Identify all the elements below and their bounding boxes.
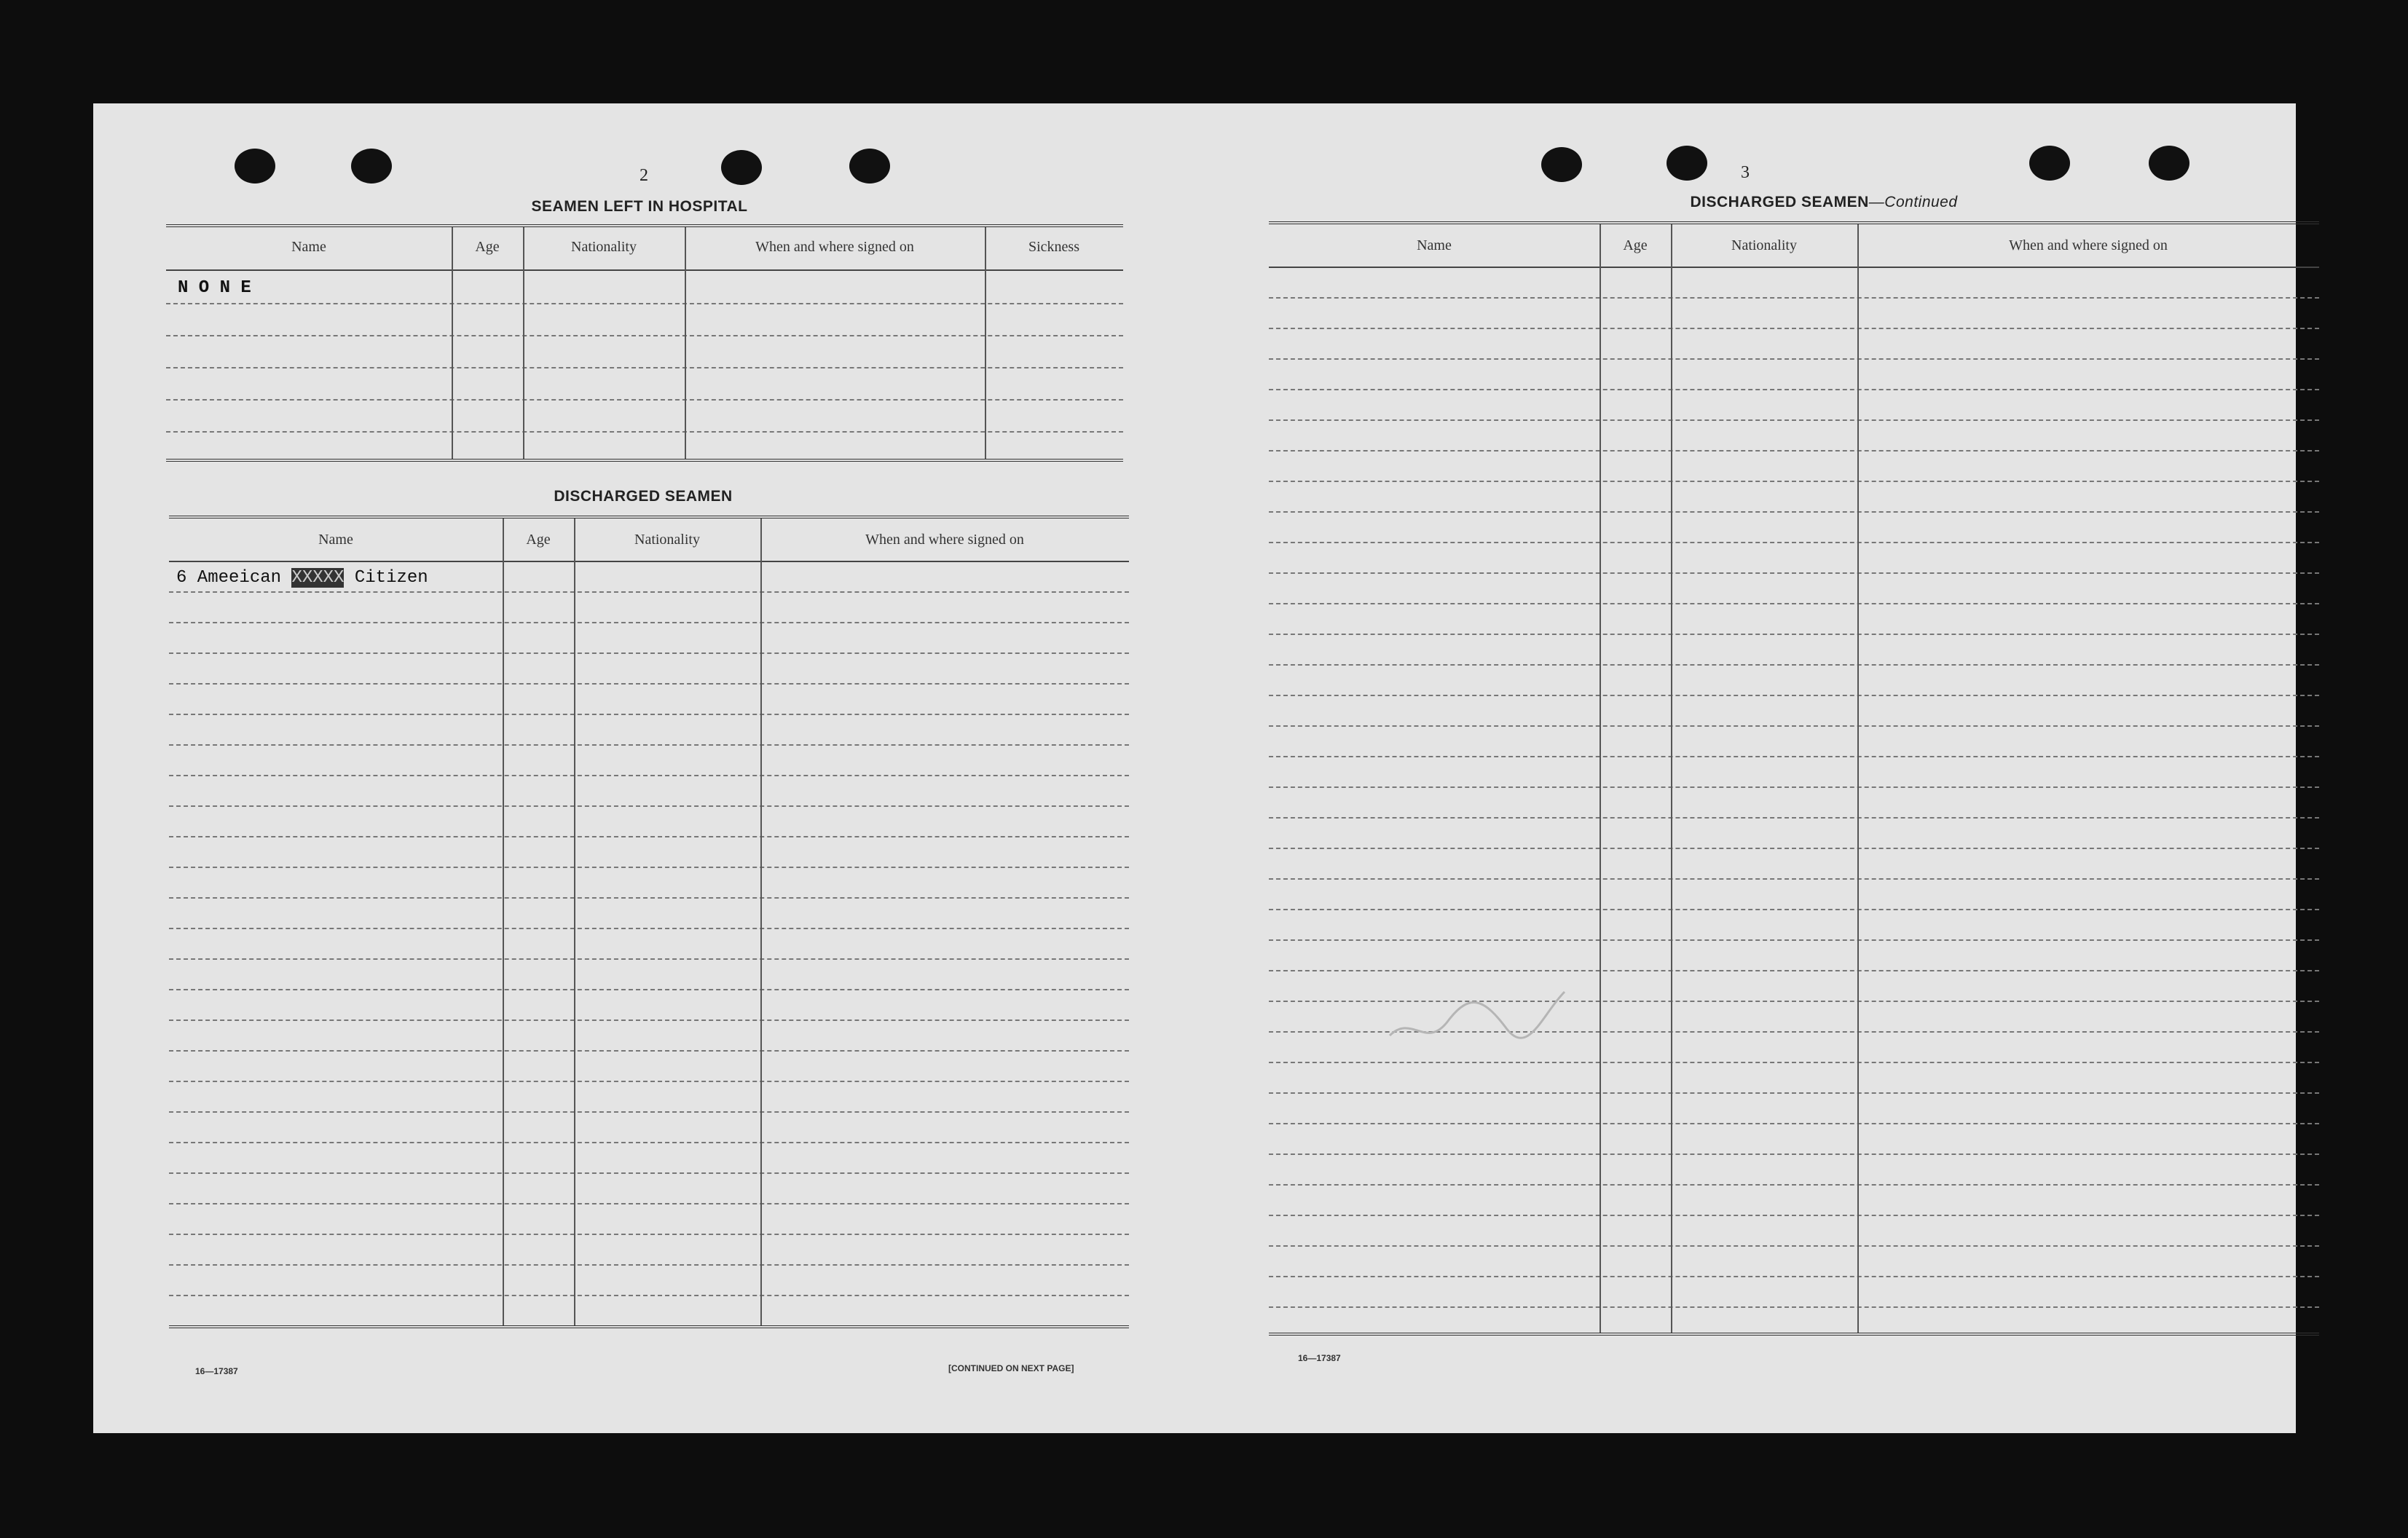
col-header-nationality: Nationality (634, 532, 700, 548)
punch-hole (721, 150, 762, 185)
discharged-section-title: DISCHARGED SEAMEN (554, 488, 733, 505)
col-header-age: Age (1623, 237, 1648, 253)
discharged-entry (176, 568, 428, 588)
punch-hole (849, 149, 890, 184)
punch-hole (351, 149, 392, 184)
col-header-name: Name (1417, 237, 1452, 253)
punch-hole (1541, 147, 1582, 182)
page-number-right: 3 (1741, 163, 1750, 182)
page-number-left: 2 (640, 166, 648, 185)
entry-prefix: 6 Ameeican (176, 568, 292, 588)
faint-signature-mark (1382, 970, 1572, 1057)
form-number-left: 16—17387 (195, 1366, 238, 1376)
document-sheet (93, 103, 2296, 1433)
discharged-continued-title (1270, 194, 2377, 211)
col-header-name: Name (318, 532, 353, 548)
hospital-entry-name: N O N E (178, 278, 251, 298)
col-header-age: Age (526, 532, 551, 548)
col-header-name: Name (291, 239, 326, 255)
hospital-section-title: SEAMEN LEFT IN HOSPITAL (531, 198, 748, 215)
hospital-table (166, 224, 1123, 465)
col-header-when-where: When and where signed on (865, 532, 1024, 548)
entry-suffix: Citizen (344, 568, 428, 588)
form-number-right: 16—17387 (1298, 1353, 1341, 1363)
discharged-continued-title-main: DISCHARGED SEAMEN (1690, 194, 1869, 210)
col-header-nationality: Nationality (1731, 237, 1797, 253)
discharged-continued-title-suffix: —Continued (1868, 194, 1958, 210)
punch-hole (235, 149, 275, 184)
col-header-when-where: When and where signed on (2009, 237, 2168, 253)
struck-out-text: XXXXX (291, 568, 345, 588)
discharged-table-right (1269, 221, 2319, 1357)
discharged-table-left (169, 516, 1129, 1360)
col-header-sickness: Sickness (1028, 239, 1079, 255)
col-header-age: Age (475, 239, 500, 255)
col-header-when-where: When and where signed on (755, 239, 914, 255)
punch-hole (2149, 146, 2189, 181)
punch-hole (2029, 146, 2070, 181)
col-header-nationality: Nationality (571, 239, 637, 255)
punch-hole (1667, 146, 1707, 181)
continued-note: [CONTINUED ON NEXT PAGE] (948, 1363, 1074, 1373)
